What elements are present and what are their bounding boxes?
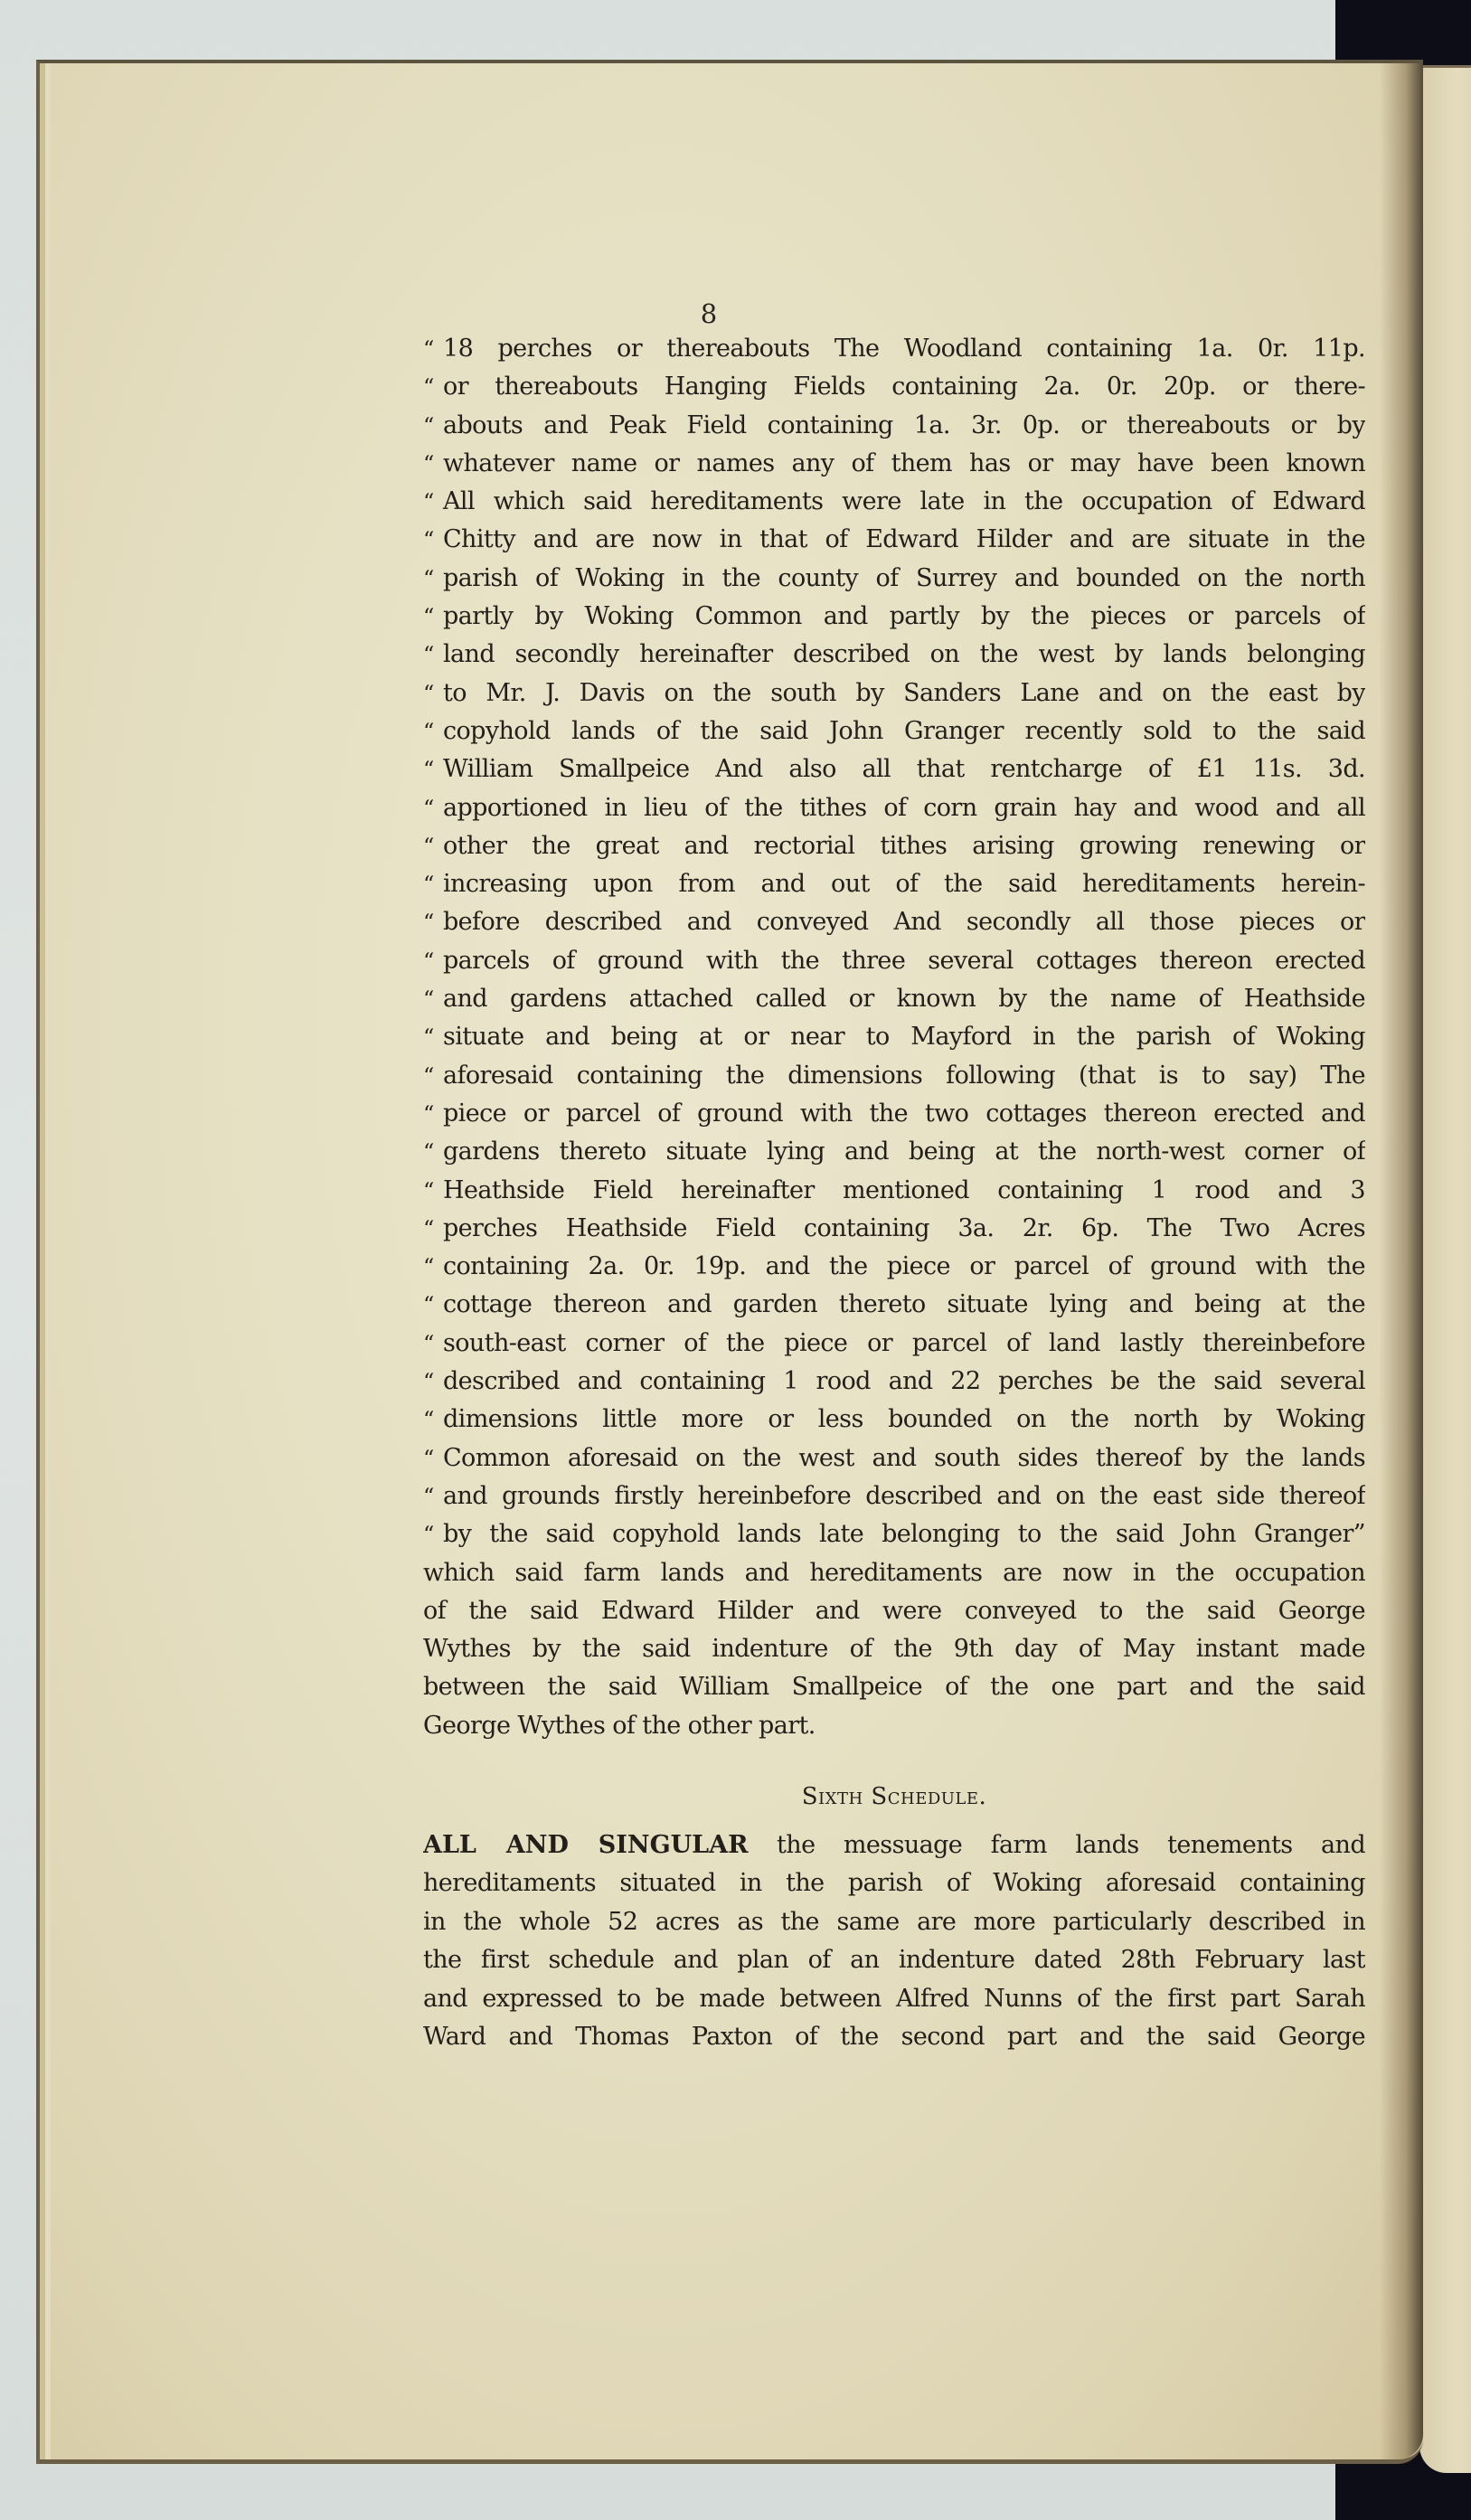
line-text: 18 perches or thereabouts The Woodland containing 1a. 0r. 11p. — [443, 335, 1365, 363]
line-text: piece or parcel of ground with the two cottages thereon erected and — [443, 1099, 1365, 1128]
line-text: William Smallpeice And also all that rentcharge of £1 11s. 3d. — [443, 755, 1365, 784]
line-text: situate and being at or near to Mayford in the parish of Woking — [443, 1023, 1365, 1052]
opening-quote-mark: “ — [423, 757, 434, 783]
quoted-text-line — [423, 1210, 1365, 1248]
quoted-text-line — [423, 903, 1365, 941]
quoted-text-line — [423, 1401, 1365, 1439]
quoted-text-line — [423, 407, 1365, 445]
line-text: by the said copyhold lands late belonging to the said John Granger” — [443, 1520, 1365, 1549]
text-line: hereditaments situated in the parish of Woking aforesaid containing — [423, 1869, 1365, 1898]
line-text: or thereabouts Hanging Fields containing 2a. 0r. 20p. or there- — [443, 373, 1365, 401]
line-text: abouts and Peak Field containing 1a. 3r. 0p. or thereabouts or by — [443, 411, 1365, 439]
line-text: before described and conveyed And secondly all those pieces or — [443, 908, 1365, 937]
line-text: All which said hereditaments were late in the occupation of Edward — [443, 487, 1365, 516]
line-text: to Mr. J. Davis on the south by Sanders Lane and on the east by — [443, 678, 1365, 707]
schedule-first-line-rest: the messuage farm lands tenements and — [777, 1830, 1365, 1859]
line-text: partly by Woking Common and partly by the pieces or parcels of — [443, 602, 1365, 631]
opening-quote-mark: “ — [423, 986, 434, 1013]
quoted-text-line — [423, 521, 1365, 559]
opening-quote-mark: “ — [423, 1445, 434, 1471]
quoted-text-line — [423, 1286, 1365, 1324]
quoted-text-line — [423, 560, 1365, 598]
opening-quote-mark: “ — [423, 374, 434, 401]
quoted-text-line — [423, 827, 1365, 865]
opening-quote-mark: “ — [423, 718, 434, 744]
quoted-text-line — [423, 980, 1365, 1018]
opening-quote-mark: “ — [423, 833, 434, 859]
line-text: Heathside Field hereinafter mentioned containing 1 rood and 3 — [443, 1175, 1365, 1204]
opening-quote-mark: “ — [423, 872, 434, 898]
line-text: Chitty and are now in that of Edward Hilder and are situate in the — [443, 525, 1365, 554]
quoted-text-line — [423, 1477, 1365, 1515]
text-line: the first schedule and plan of an indenture dated 28th February last — [423, 1946, 1365, 1975]
line-text: perches Heathside Field containing 3a. 2r. 6p. The Two Acres — [443, 1213, 1365, 1242]
opening-quote-mark: “ — [423, 1215, 434, 1241]
text-line: between the said William Smallpeice of the one part and the said — [423, 1673, 1365, 1702]
quoted-text-line — [423, 942, 1365, 980]
opening-quote-mark: “ — [423, 642, 434, 668]
quoted-text-line — [423, 1172, 1365, 1210]
text-line: which said farm lands and hereditaments are now in the occupation — [423, 1558, 1365, 1587]
line-text: containing 2a. 0r. 19p. and the piece or parcel of ground with the — [443, 1252, 1365, 1281]
quoted-text-line — [423, 1057, 1365, 1095]
opening-quote-mark: “ — [423, 1024, 434, 1051]
quoted-text-line — [423, 1439, 1365, 1477]
opening-quote-mark: “ — [423, 1483, 434, 1509]
quoted-text-line — [423, 1515, 1365, 1553]
line-text: copyhold lands of the said John Granger recently sold to the said — [443, 716, 1365, 745]
line-text: described and containing 1 rood and 22 perches be the said several — [443, 1367, 1365, 1396]
line-text: parcels of ground with the three several cottages thereon erected — [443, 946, 1365, 975]
opening-quote-mark: “ — [423, 1369, 434, 1395]
line-text: gardens thereto situate lying and being at the north-west corner of — [443, 1137, 1365, 1166]
quoted-text-line — [423, 1325, 1365, 1363]
quoted-text-line — [423, 1363, 1365, 1401]
opening-quote-mark: “ — [423, 450, 434, 477]
quoted-text-line — [423, 1248, 1365, 1286]
opening-quote-mark: “ — [423, 1330, 434, 1356]
opening-quote-mark: “ — [423, 1522, 434, 1548]
opening-quote-mark: “ — [423, 948, 434, 974]
text-line: of the said Edward Hilder and were conveyed to the said George — [423, 1596, 1365, 1625]
line-text: dimensions little more or less bounded on the north by Woking — [443, 1405, 1365, 1434]
quoted-text-line — [423, 330, 1365, 368]
quoted-text-line — [423, 636, 1365, 674]
opening-quote-mark: “ — [423, 910, 434, 936]
quoted-text-line — [423, 865, 1365, 903]
text-line: Ward and Thomas Paxton of the second part and the said George — [423, 2023, 1365, 2052]
opening-quote-mark: “ — [423, 1139, 434, 1166]
page-number: 8 — [700, 298, 718, 329]
line-text: and gardens attached called or known by the name of Heathside — [443, 985, 1365, 1014]
gutter-shadow — [1380, 63, 1423, 2459]
line-text: Common aforesaid on the west and south sides thereof by the lands — [443, 1443, 1365, 1472]
closing-paragraph — [423, 1554, 1365, 1745]
opening-quote-mark: “ — [423, 1100, 434, 1127]
adjacent-page-edge — [1419, 65, 1471, 2473]
quoted-text-line — [423, 368, 1365, 406]
opening-quote-mark: “ — [423, 1292, 434, 1318]
line-text: land secondly hereinafter described on the west by lands belonging — [443, 640, 1365, 669]
opening-quote-mark: “ — [423, 1062, 434, 1089]
line-text: south-east corner of the piece or parcel of land lastly thereinbefore — [443, 1328, 1365, 1357]
line-text: apportioned in lieu of the tithes of corn grain hay and wood and all — [443, 793, 1365, 822]
quoted-text-line — [423, 445, 1365, 483]
text-line — [423, 1826, 1365, 1865]
line-text: and grounds firstly hereinbefore described and on the east side thereof — [443, 1481, 1365, 1510]
opening-quote-mark: “ — [423, 604, 434, 630]
opening-quote-mark: “ — [423, 527, 434, 553]
quoted-text-line — [423, 789, 1365, 827]
opening-quote-mark: “ — [423, 680, 434, 706]
quoted-text-line — [423, 675, 1365, 713]
quoted-text-line — [423, 598, 1365, 636]
quoted-text-line — [423, 713, 1365, 750]
line-text: increasing upon from and out of the said hereditaments herein- — [443, 870, 1365, 899]
text-line: George Wythes of the other part. — [423, 1711, 816, 1740]
opening-quote-mark: “ — [423, 412, 434, 439]
line-text: whatever name or names any of them has or may have been known — [443, 448, 1365, 477]
opening-quote-mark: “ — [423, 565, 434, 591]
line-text: parish of Woking in the county of Surrey and bounded on the north — [443, 563, 1365, 592]
line-text: cottage thereon and garden thereto situate lying and being at the — [443, 1290, 1365, 1319]
opening-quote-mark: “ — [423, 795, 434, 821]
line-text: aforesaid containing the dimensions following (that is to say) The — [443, 1061, 1365, 1090]
quoted-text-line — [423, 1133, 1365, 1171]
quoted-text-line — [423, 1018, 1365, 1056]
text-line: in the whole 52 acres as the same are more particularly described in — [423, 1907, 1365, 1936]
opening-quote-mark: “ — [423, 1407, 434, 1433]
schedule-paragraph — [423, 1826, 1365, 2057]
opening-quote-mark: “ — [423, 1177, 434, 1203]
schedule-lead-words: ALL AND SINGULAR — [423, 1830, 749, 1859]
section-heading: Sixth Schedule. — [801, 1782, 987, 1810]
quoted-paragraph — [423, 330, 1365, 1554]
quoted-text-line — [423, 483, 1365, 521]
quoted-text-line — [423, 750, 1365, 788]
quoted-text-line — [423, 1095, 1365, 1133]
text-line: Wythes by the said indenture of the 9th day of May instant made — [423, 1635, 1365, 1664]
page-body — [423, 330, 1365, 2057]
text-line: and expressed to be made between Alfred Nunns of the first part Sarah — [423, 1984, 1365, 2013]
opening-quote-mark: “ — [423, 1254, 434, 1280]
opening-quote-mark: “ — [423, 489, 434, 515]
line-text: other the great and rectorial tithes arising growing renewing or — [443, 831, 1365, 860]
opening-quote-mark: “ — [423, 336, 434, 362]
